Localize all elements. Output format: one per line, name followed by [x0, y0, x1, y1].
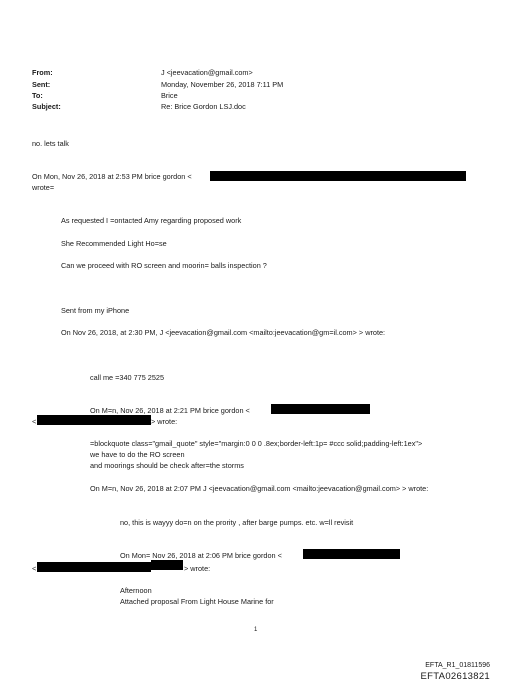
- sent-label: Sent:: [32, 80, 51, 89]
- to-label: To:: [32, 91, 43, 100]
- quote5-header-wrote: > wrote:: [184, 564, 211, 573]
- quote1-line: She Recommended Light Ho=se: [61, 239, 167, 248]
- redaction-bar: [303, 549, 400, 559]
- bates-number-small: EFTA_R1_01811596: [425, 662, 490, 669]
- quote2-header: On Nov 26, 2018, at 2:30 PM, J <jeevacation@gmail.com <mailto:jeevacation@gm=il.com> > wrote:: [61, 328, 386, 337]
- redaction-bar: [210, 171, 466, 181]
- quote1-header-wrote: wrote=: [32, 183, 55, 192]
- quote3-header-lt: <: [32, 417, 37, 426]
- quote3-header: On M=n, Nov 26, 2018 at 2:21 PM brice gordon <: [90, 406, 250, 415]
- quote3-header-wrote: > wrote:: [151, 417, 178, 426]
- redaction-bar: [37, 562, 151, 572]
- page-number: 1: [254, 627, 258, 633]
- bates-number-large: EFTA02613821: [420, 671, 490, 682]
- quote3-line: we have to do the RO screen: [90, 450, 185, 459]
- quote3-line: and moorings should be check after=the storms: [90, 461, 244, 470]
- to-value: Brice: [161, 91, 178, 100]
- quote4-header: On M=n, Nov 26, 2018 at 2:07 PM J <jeevacation@gmail.com <mailto:jeevacation@gmail.com> > wrote:: [90, 484, 429, 493]
- reply-text: no. lets talk: [32, 139, 69, 148]
- from-label: From:: [32, 68, 53, 77]
- subject-value: Re: Brice Gordon LSJ.doc: [161, 102, 246, 111]
- quote1-signature: Sent from my iPhone: [61, 306, 130, 315]
- quote2-line: call me =340 775 2525: [90, 373, 165, 382]
- subject-label: Subject:: [32, 102, 61, 111]
- redaction-bar: [271, 404, 370, 414]
- quote5-header-lt: <: [32, 564, 37, 573]
- quote3-line: =blockquote class="gmail_quote" style="margin:0 0 0 .8ex;border-left:1p= #ccc solid;padding-left:1ex">: [90, 439, 423, 448]
- sent-value: Monday, November 26, 2018 7:11 PM: [161, 80, 284, 89]
- quote5-line: Afternoon: [120, 586, 152, 595]
- quote4-line: no, this is wayyy do=n on the prority , after barge pumps. etc. w=ll revisit: [120, 518, 354, 527]
- quote1-header: On Mon, Nov 26, 2018 at 2:53 PM brice gordon <: [32, 172, 192, 181]
- quote5-line: Attached proposal From Light House Marine for: [120, 597, 274, 606]
- redaction-bar: [37, 415, 151, 425]
- quote1-line: As requested I =ontacted Amy regarding proposed work: [61, 216, 242, 225]
- redaction-bar: [151, 560, 183, 570]
- from-value: J <jeevacation@gmail.com>: [161, 68, 253, 77]
- quote1-line: Can we proceed with RO screen and moorin= balls inspection ?: [61, 261, 267, 270]
- quote5-header: On Mon= Nov 26, 2018 at 2:06 PM brice gordon <: [120, 551, 282, 560]
